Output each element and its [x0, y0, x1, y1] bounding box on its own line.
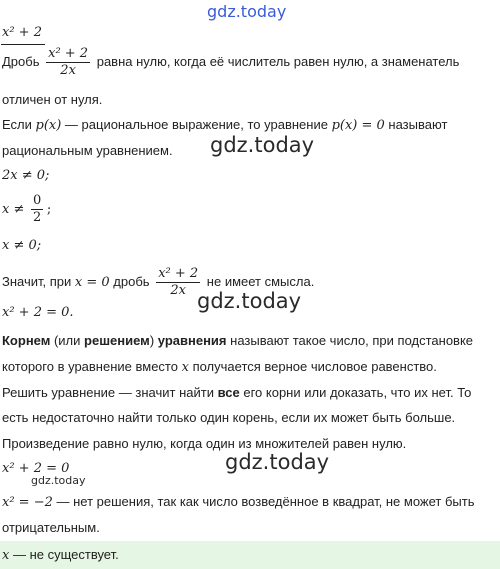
- text: — рациональное выражение, то уравнение: [64, 117, 328, 132]
- text: которого в уравнение вместо: [2, 359, 178, 374]
- text: Если: [2, 117, 32, 132]
- final-line: [2, 494, 475, 510]
- watermark: gdz.today: [197, 289, 302, 313]
- term: уравнения: [157, 333, 227, 348]
- conclusion-line: [2, 266, 314, 299]
- definition-line: [2, 117, 447, 133]
- watermark: gdz.today: [210, 133, 315, 157]
- fraction-denominator: 2: [32, 210, 42, 225]
- watermark-top: gdz.today: [207, 2, 287, 21]
- text: называют такое число, при подстановке: [230, 333, 474, 348]
- term: решением: [84, 333, 150, 348]
- watermark: gdz.today: [31, 474, 86, 487]
- text: получается верное числовое равенство.: [192, 359, 437, 374]
- text: называют: [388, 117, 448, 132]
- solve-line-3: Произведение равно нулю, когда один из множителей равен нулю.: [2, 436, 407, 451]
- fraction-numerator: x² + 2: [48, 46, 89, 61]
- step-3: x ≠ 0;: [2, 238, 42, 253]
- fraction-numerator: 0: [32, 193, 42, 208]
- math-equation: p(x) = 0: [331, 118, 385, 133]
- solve-line-1: [2, 385, 471, 400]
- fraction: [31, 193, 43, 226]
- answer-line: [2, 547, 119, 563]
- header-fraction-bar: [1, 44, 45, 45]
- text: ): [149, 333, 155, 348]
- solve-line-2: есть недостаточно найти только один корень, если их может быть больше.: [2, 410, 456, 425]
- fraction-denominator: 2x: [170, 283, 186, 298]
- math: x ≠: [2, 201, 25, 217]
- term: Корнем: [2, 333, 51, 348]
- text: Дробь: [2, 53, 40, 69]
- math: x² = −2: [2, 495, 53, 510]
- fraction-definition-line: [2, 46, 459, 79]
- equation: x² + 2 = 0: [2, 461, 70, 476]
- fraction-numerator: x² + 2: [158, 266, 199, 281]
- text-line: рациональным уравнением.: [2, 143, 173, 158]
- text: (или: [53, 333, 81, 348]
- math: ;: [46, 201, 52, 217]
- text: не имеет смысла.: [206, 273, 315, 289]
- math: x: [2, 548, 10, 563]
- math-px: p(x): [35, 118, 62, 133]
- text-line: отрицательным.: [2, 520, 100, 535]
- math: x = 0: [74, 274, 110, 290]
- fraction: [46, 46, 90, 79]
- header-numerator: x² + 2: [2, 25, 42, 40]
- step-1: 2x ≠ 0;: [2, 168, 50, 183]
- text: равна нулю, когда её числитель равен нулю, а знаменатель: [96, 53, 460, 69]
- text: дробь: [113, 273, 150, 289]
- text: его корни или доказать, что их нет. То: [243, 385, 472, 400]
- step-2: [2, 193, 51, 226]
- watermark: gdz.today: [225, 450, 330, 474]
- emphasis: все: [217, 385, 240, 400]
- text: Решить уравнение — значит найти: [2, 385, 214, 400]
- text: — не существует.: [12, 547, 119, 562]
- fraction: [156, 266, 200, 299]
- equation: x² + 2 = 0.: [2, 305, 74, 320]
- text: — нет решения, так как число возведённое в квадрат, не может быть: [56, 494, 475, 509]
- answer-box: [0, 541, 500, 569]
- math: x: [181, 360, 189, 375]
- text: Значит, при: [2, 273, 72, 289]
- definition-root: [2, 333, 473, 348]
- fraction-denominator: 2x: [60, 63, 76, 78]
- text-line: отличен от нуля.: [2, 92, 103, 107]
- definition-line-2: [2, 359, 437, 375]
